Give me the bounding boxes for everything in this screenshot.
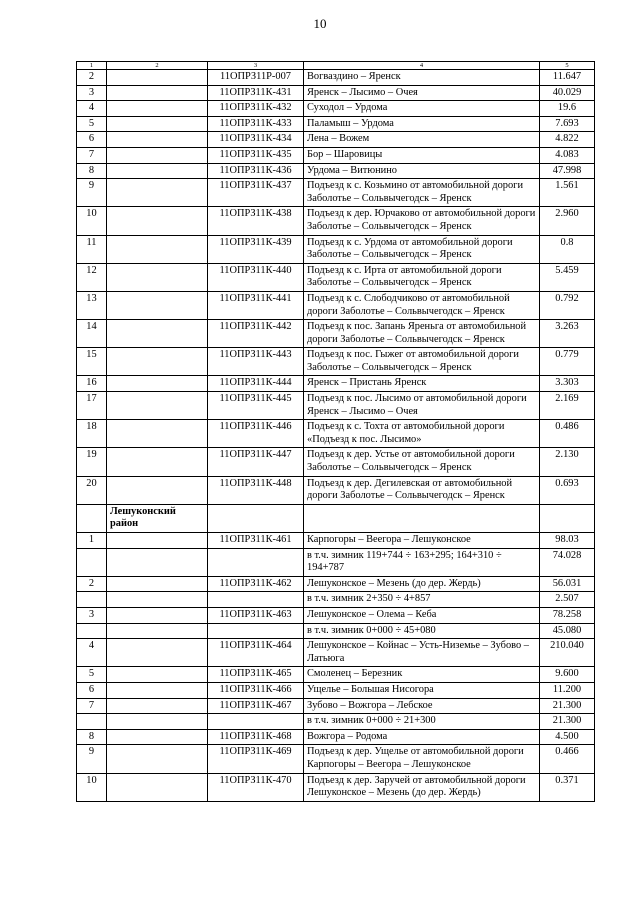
road-code-cell: 11ОПРЗ11К-436 (208, 163, 304, 179)
table-row (77, 682, 595, 698)
table-row (77, 729, 595, 745)
road-name-cell: Урдома – Витюнино (304, 163, 540, 179)
table-row (77, 163, 595, 179)
table-row (77, 420, 595, 448)
row-number-cell: 8 (77, 163, 107, 179)
road-code-cell: 11ОПРЗ11К-446 (208, 420, 304, 448)
table-row (77, 235, 595, 263)
road-code-cell (208, 548, 304, 576)
table-row (77, 533, 595, 549)
district-cell (107, 263, 208, 291)
road-code-cell: 11ОПРЗ11К-443 (208, 348, 304, 376)
district-cell (107, 163, 208, 179)
district-cell (107, 85, 208, 101)
table-row (77, 448, 595, 476)
district-cell (107, 682, 208, 698)
table-row (77, 392, 595, 420)
road-code-cell: 11ОПРЗ11К-432 (208, 101, 304, 117)
length-cell: 11.200 (540, 682, 595, 698)
row-number-cell: 4 (77, 101, 107, 117)
table-row (77, 476, 595, 504)
road-code-cell: 11ОПРЗ11К-465 (208, 667, 304, 683)
road-name-cell: в т.ч. зимник 0+000 ÷ 21+300 (304, 714, 540, 730)
header-row (77, 62, 595, 70)
length-cell: 56.031 (540, 576, 595, 592)
row-number-cell: 15 (77, 348, 107, 376)
length-cell: 2.960 (540, 207, 595, 235)
district-cell (107, 607, 208, 623)
length-cell: 40.029 (540, 85, 595, 101)
length-cell: 210.040 (540, 639, 595, 667)
road-name-cell: Вогваздино – Яренск (304, 70, 540, 86)
road-name-cell: Подъезд к пос. Лысимо от автомобильной дороги Яренск – Лысимо – Очея (304, 392, 540, 420)
road-name-cell: Лешуконское – Мезень (до дер. Жердь) (304, 576, 540, 592)
road-code-cell: 11ОПРЗ11К-447 (208, 448, 304, 476)
length-cell: 4.500 (540, 729, 595, 745)
district-cell (107, 179, 208, 207)
district-cell (107, 623, 208, 639)
road-code-cell: 11ОПРЗ11К-448 (208, 476, 304, 504)
district-cell (107, 70, 208, 86)
table-row (77, 639, 595, 667)
length-cell: 21.300 (540, 698, 595, 714)
district-cell (107, 533, 208, 549)
road-name-cell: Бор – Шаровицы (304, 147, 540, 163)
row-number-cell: 6 (77, 682, 107, 698)
district-cell (107, 714, 208, 730)
district-cell (107, 448, 208, 476)
district-cell (107, 116, 208, 132)
road-code-cell: 11ОПРЗ11К-461 (208, 533, 304, 549)
road-code-cell: 11ОПРЗ11К-440 (208, 263, 304, 291)
district-cell (107, 132, 208, 148)
header-cell: 5 (540, 62, 595, 70)
district-cell (107, 392, 208, 420)
road-name-cell: Зубово – Вожгора – Лебское (304, 698, 540, 714)
road-code-cell (208, 504, 304, 532)
row-number-cell: 20 (77, 476, 107, 504)
row-number-cell: 17 (77, 392, 107, 420)
row-number-cell (77, 504, 107, 532)
table-row (77, 376, 595, 392)
table-row (77, 116, 595, 132)
district-cell (107, 476, 208, 504)
table-row (77, 745, 595, 773)
length-cell: 3.263 (540, 320, 595, 348)
district-cell (107, 667, 208, 683)
road-code-cell: 11ОПРЗ11Р-007 (208, 70, 304, 86)
district-cell (107, 698, 208, 714)
road-name-cell: Подъезд к с. Козьмино от автомобильной дороги Заболотье – Сольвычегодск – Яренск (304, 179, 540, 207)
road-name-cell: Подъезд к с. Слободчиково от автомобильной дороги Заболотье – Сольвычегодск – Яренск (304, 291, 540, 319)
table-row (77, 101, 595, 117)
table-row (77, 207, 595, 235)
road-name-cell: в т.ч. зимник 2+350 ÷ 4+857 (304, 592, 540, 608)
row-number-cell: 10 (77, 207, 107, 235)
row-number-cell: 6 (77, 132, 107, 148)
header-cell: 3 (208, 62, 304, 70)
table-row (77, 132, 595, 148)
row-number-cell: 2 (77, 70, 107, 86)
district-cell (107, 348, 208, 376)
road-name-cell: Подъезд к с. Тохта от автомобильной дороги «Подъезд к пос. Лысимо» (304, 420, 540, 448)
road-name-cell: Паламыш – Урдома (304, 116, 540, 132)
road-code-cell: 11ОПРЗ11К-435 (208, 147, 304, 163)
road-code-cell: 11ОПРЗ11К-466 (208, 682, 304, 698)
length-cell: 2.169 (540, 392, 595, 420)
district-cell (107, 376, 208, 392)
row-number-cell: 11 (77, 235, 107, 263)
district-cell: Лешуконский район (107, 504, 208, 532)
road-code-cell: 11ОПРЗ11К-434 (208, 132, 304, 148)
length-cell: 45.080 (540, 623, 595, 639)
row-number-cell: 12 (77, 263, 107, 291)
roads-table (76, 61, 595, 802)
row-number-cell: 7 (77, 147, 107, 163)
road-name-cell: Вожгора – Родома (304, 729, 540, 745)
table-row (77, 263, 595, 291)
road-code-cell: 11ОПРЗ11К-431 (208, 85, 304, 101)
length-cell: 78.258 (540, 607, 595, 623)
road-name-cell: Лена – Вожем (304, 132, 540, 148)
row-number-cell: 5 (77, 667, 107, 683)
length-cell: 4.822 (540, 132, 595, 148)
road-code-cell: 11ОПРЗ11К-463 (208, 607, 304, 623)
length-cell: 7.693 (540, 116, 595, 132)
table-row (77, 592, 595, 608)
road-name-cell: Подъезд к пос. Гыжег от автомобильной дороги Заболотье – Сольвычегодск – Яренск (304, 348, 540, 376)
table-row (77, 147, 595, 163)
length-cell: 47.998 (540, 163, 595, 179)
length-cell: 21.300 (540, 714, 595, 730)
district-cell (107, 773, 208, 801)
district-cell (107, 207, 208, 235)
row-number-cell (77, 592, 107, 608)
district-cell (107, 639, 208, 667)
road-name-cell: Карпогоры – Веегора – Лешуконское (304, 533, 540, 549)
road-name-cell: Подъезд к дер. Дегилевская от автомобильной дороги Заболотье – Сольвычегодск – Яренск (304, 476, 540, 504)
table-row (77, 714, 595, 730)
length-cell: 3.303 (540, 376, 595, 392)
district-cell (107, 235, 208, 263)
table-row (77, 667, 595, 683)
road-name-cell: Суходол – Урдома (304, 101, 540, 117)
road-name-cell: Подъезд к с. Ирта от автомобильной дороги Заболотье – Сольвычегодск – Яренск (304, 263, 540, 291)
row-number-cell: 19 (77, 448, 107, 476)
table-row (77, 70, 595, 86)
length-cell: 9.600 (540, 667, 595, 683)
length-cell: 0.466 (540, 745, 595, 773)
road-name-cell: Яренск – Пристань Яренск (304, 376, 540, 392)
road-name-cell: Лешуконское – Койнас – Усть-Низемье – Зубово –Латьюга (304, 639, 540, 667)
road-name-cell: Смоленец – Березник (304, 667, 540, 683)
row-number-cell: 18 (77, 420, 107, 448)
length-cell: 19.6 (540, 101, 595, 117)
row-number-cell: 8 (77, 729, 107, 745)
district-cell (107, 291, 208, 319)
table-row (77, 179, 595, 207)
road-code-cell: 11ОПРЗ11К-437 (208, 179, 304, 207)
length-cell: 11.647 (540, 70, 595, 86)
table-row (77, 291, 595, 319)
district-cell (107, 592, 208, 608)
table-row (77, 548, 595, 576)
district-cell (107, 320, 208, 348)
road-code-cell: 11ОПРЗ11К-469 (208, 745, 304, 773)
length-cell: 0.779 (540, 348, 595, 376)
road-code-cell: 11ОПРЗ11К-470 (208, 773, 304, 801)
road-name-cell: в т.ч. зимник 119+744 ÷ 163+295; 164+310 ÷ 194+787 (304, 548, 540, 576)
road-code-cell (208, 623, 304, 639)
table-body (77, 62, 595, 802)
row-number-cell: 14 (77, 320, 107, 348)
road-name-cell: Подъезд к дер. Юрчаково от автомобильной дороги Заболотье – Сольвычегодск – Яренск (304, 207, 540, 235)
length-cell: 0.486 (540, 420, 595, 448)
road-code-cell: 11ОПРЗ11К-468 (208, 729, 304, 745)
road-code-cell: 11ОПРЗ11К-467 (208, 698, 304, 714)
row-number-cell: 4 (77, 639, 107, 667)
district-cell (107, 420, 208, 448)
road-name-cell: Подъезд к дер. Заручей от автомобильной дороги Лешуконское – Мезень (до дер. Жердь) (304, 773, 540, 801)
length-cell: 0.371 (540, 773, 595, 801)
table-row (77, 773, 595, 801)
district-row (77, 504, 595, 532)
row-number-cell: 9 (77, 179, 107, 207)
length-cell: 0.693 (540, 476, 595, 504)
length-cell: 2.507 (540, 592, 595, 608)
row-number-cell (77, 623, 107, 639)
length-cell: 0.8 (540, 235, 595, 263)
road-name-cell: Подъезд к с. Урдома от автомобильной дороги Заболотье – Сольвычегодск – Яренск (304, 235, 540, 263)
road-code-cell: 11ОПРЗ11К-464 (208, 639, 304, 667)
district-cell (107, 576, 208, 592)
row-number-cell: 7 (77, 698, 107, 714)
table-row (77, 623, 595, 639)
road-name-cell: Лешуконское – Олема – Кеба (304, 607, 540, 623)
road-name-cell (304, 504, 540, 532)
district-cell (107, 745, 208, 773)
page-number: 10 (313, 16, 327, 31)
length-cell: 2.130 (540, 448, 595, 476)
road-name-cell: Яренск – Лысимо – Очея (304, 85, 540, 101)
row-number-cell: 9 (77, 745, 107, 773)
road-code-cell: 11ОПРЗ11К-442 (208, 320, 304, 348)
table-row (77, 320, 595, 348)
road-code-cell: 11ОПРЗ11К-433 (208, 116, 304, 132)
table-row (77, 348, 595, 376)
row-number-cell: 5 (77, 116, 107, 132)
district-cell (107, 101, 208, 117)
length-cell: 98.03 (540, 533, 595, 549)
district-cell (107, 729, 208, 745)
road-name-cell: Подъезд к пос. Запань Яреньга от автомобильной дороги Заболотье – Сольвычегодск – Яренск (304, 320, 540, 348)
road-code-cell: 11ОПРЗ11К-439 (208, 235, 304, 263)
row-number-cell: 16 (77, 376, 107, 392)
district-cell (107, 147, 208, 163)
road-code-cell: 11ОПРЗ11К-462 (208, 576, 304, 592)
road-name-cell: в т.ч. зимник 0+000 ÷ 45+080 (304, 623, 540, 639)
row-number-cell: 10 (77, 773, 107, 801)
length-cell: 5.459 (540, 263, 595, 291)
length-cell: 0.792 (540, 291, 595, 319)
road-name-cell: Ущелье – Большая Нисогора (304, 682, 540, 698)
road-code-cell: 11ОПРЗ11К-444 (208, 376, 304, 392)
table-row (77, 698, 595, 714)
row-number-cell: 2 (77, 576, 107, 592)
header-cell: 1 (77, 62, 107, 70)
road-code-cell: 11ОПРЗ11К-445 (208, 392, 304, 420)
header-cell: 4 (304, 62, 540, 70)
length-cell (540, 504, 595, 532)
road-code-cell (208, 592, 304, 608)
row-number-cell: 13 (77, 291, 107, 319)
row-number-cell: 3 (77, 607, 107, 623)
road-name-cell: Подъезд к дер. Ущелье от автомобильной дороги Карпогоры – Веегора – Лешуконское (304, 745, 540, 773)
road-code-cell: 11ОПРЗ11К-441 (208, 291, 304, 319)
table-row (77, 576, 595, 592)
road-code-cell: 11ОПРЗ11К-438 (208, 207, 304, 235)
table-row (77, 607, 595, 623)
road-code-cell (208, 714, 304, 730)
length-cell: 1.561 (540, 179, 595, 207)
length-cell: 74.028 (540, 548, 595, 576)
header-cell: 2 (107, 62, 208, 70)
row-number-cell (77, 548, 107, 576)
row-number-cell (77, 714, 107, 730)
district-cell (107, 548, 208, 576)
row-number-cell: 3 (77, 85, 107, 101)
length-cell: 4.083 (540, 147, 595, 163)
table-row (77, 85, 595, 101)
road-name-cell: Подъезд к дер. Устье от автомобильной дороги Заболотье – Сольвычегодск – Яренск (304, 448, 540, 476)
row-number-cell: 1 (77, 533, 107, 549)
